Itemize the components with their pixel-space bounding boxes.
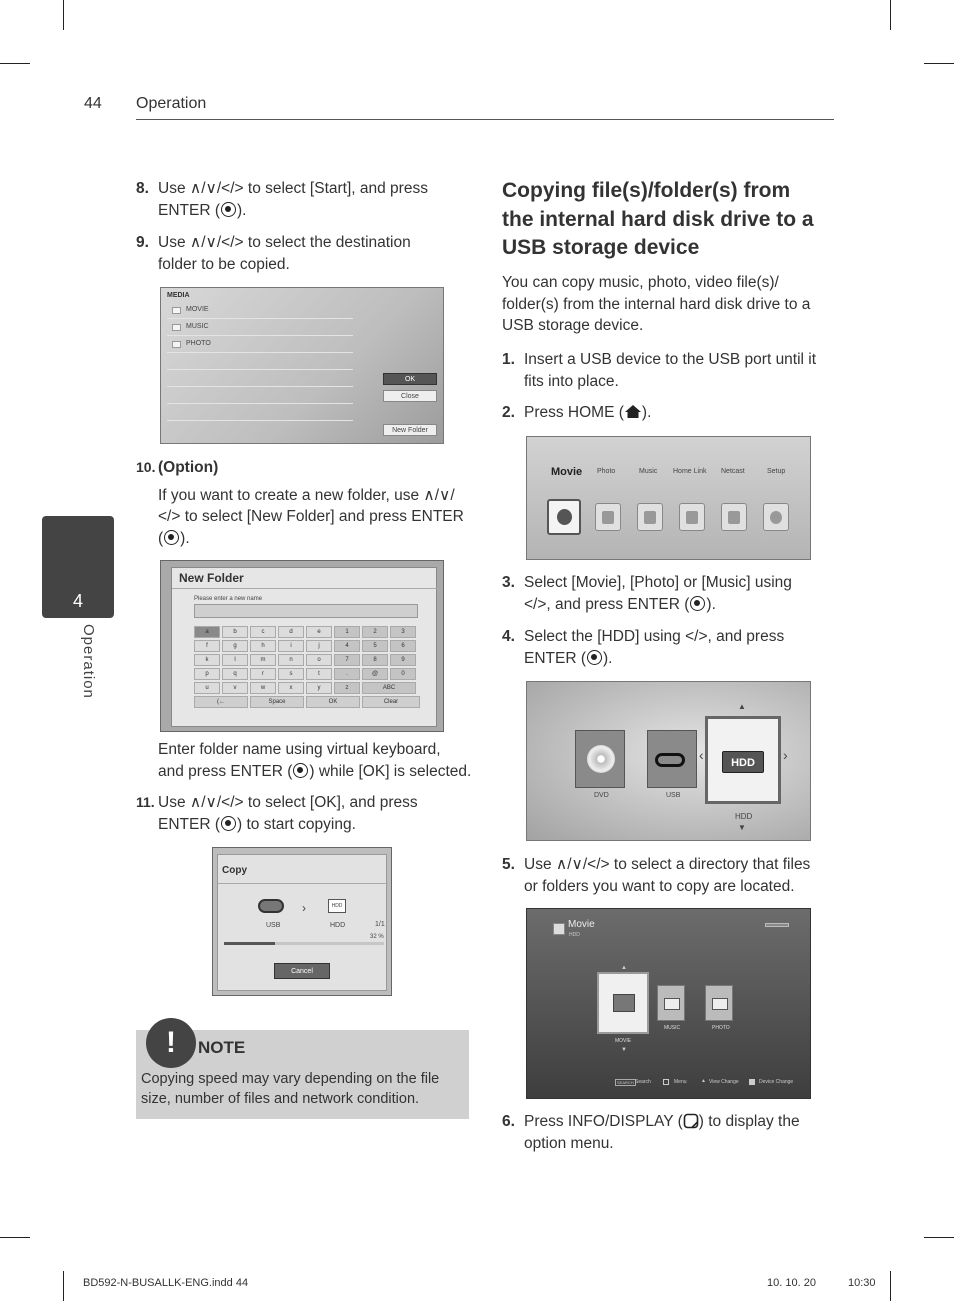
step-1: 1. Insert a USB device to the USB port until it fits into place. — [502, 351, 817, 390]
key[interactable]: . — [334, 668, 360, 680]
key[interactable]: s — [278, 668, 304, 680]
key[interactable]: p — [194, 668, 220, 680]
step-5: 5. Use ∧/∨/</> to select a directory that files or folders you want to copy are located. — [502, 856, 811, 895]
copy-screen — [212, 847, 392, 996]
key[interactable]: Clear — [362, 696, 420, 708]
menu-key-icon — [663, 1079, 669, 1085]
key[interactable]: n — [278, 654, 304, 666]
key[interactable]: f — [194, 640, 220, 652]
footer-file: BD592-N-BUSALLK-ENG.indd 44 — [83, 1277, 249, 1289]
ok-button[interactable]: OK — [383, 373, 437, 385]
progress-fill — [224, 942, 275, 945]
crop-mark — [63, 1271, 64, 1301]
enter-icon — [690, 596, 705, 611]
movie-screen: Movie HDD ▲ MOVIE ▼ MUSIC PHOTO SEARCH Search Menu ▲ View Change Device Change — [526, 908, 811, 1099]
page-number: 44 — [84, 95, 102, 112]
key[interactable]: @ — [362, 668, 388, 680]
usb-icon — [258, 899, 284, 913]
enter-icon — [293, 763, 308, 778]
note-title: NOTE — [198, 1038, 246, 1057]
search-key: SEARCH — [617, 1080, 634, 1085]
progress-track — [224, 942, 384, 945]
key[interactable]: c — [250, 626, 276, 638]
disc-icon — [587, 745, 615, 773]
media-row — [167, 354, 353, 370]
folder-icon — [712, 998, 728, 1010]
dialog-title: New Folder — [179, 571, 244, 585]
key[interactable]: e — [306, 626, 332, 638]
chapter-tab — [42, 516, 114, 618]
key[interactable]: 5 — [362, 640, 388, 652]
key[interactable]: 9 — [390, 654, 416, 666]
movie-glyph — [557, 509, 572, 525]
left-arrow-icon: ‹ — [699, 747, 704, 763]
step-3: 3. Select [Movie], [Photo] or [Music] using </>, and press ENTER ( ). — [502, 574, 792, 613]
section-title: Operation — [136, 95, 207, 112]
step-8: 8. Use ∧/∨/</> to select [Start], and press ENTER ( ). — [136, 180, 428, 219]
home-tab[interactable]: Netcast — [721, 468, 745, 475]
folder-tile[interactable] — [705, 985, 733, 1021]
exclamation-icon: ! — [146, 1018, 196, 1068]
folder-icon — [664, 998, 680, 1010]
footer-date: 10. 10. 20 — [767, 1277, 816, 1289]
key[interactable]: 3 — [390, 626, 416, 638]
netcast-icon[interactable] — [721, 503, 747, 531]
media-row[interactable]: MOVIE — [167, 303, 353, 319]
key[interactable]: (← — [194, 696, 248, 708]
enter-icon — [221, 202, 236, 217]
step-10-followup: Enter folder name using virtual keyboard, and press ENTER ( ) while [OK] is selected. — [158, 741, 472, 780]
media-row — [167, 405, 353, 421]
key[interactable]: Space — [250, 696, 304, 708]
folder-icon — [172, 324, 181, 331]
note-text: Copying speed may vary depending on the file size, number of files and network condition. — [141, 1071, 440, 1107]
device-hdd-selected[interactable] — [705, 716, 781, 804]
photo-glyph — [602, 511, 614, 524]
step-9: 9. Use ∧/∨/</> to select the destination folder to be copied. — [136, 234, 411, 273]
crop-mark — [0, 63, 30, 64]
music-glyph — [644, 511, 656, 524]
key[interactable]: w — [250, 682, 276, 694]
dialog: New Folder Please enter a new name a b c d e 1 2 3 f g h i j 4 5 6 k l m n o 7 8 9 p q r s t . @ 0 u v w x y z ABC (← Space OK Clear — [171, 567, 437, 727]
crop-mark — [924, 1237, 954, 1238]
key[interactable]: j — [306, 640, 332, 652]
key[interactable]: ABC — [362, 682, 416, 694]
media-row[interactable]: MUSIC — [167, 320, 353, 336]
right-arrow-icon: › — [783, 747, 788, 763]
photo-icon[interactable] — [595, 503, 621, 531]
crop-mark — [63, 0, 64, 30]
enter-icon — [164, 530, 179, 545]
folder-icon — [613, 994, 635, 1012]
step-2: 2. Press HOME ( ). — [502, 404, 652, 421]
key[interactable]: t — [306, 668, 332, 680]
key[interactable]: m — [250, 654, 276, 666]
key[interactable]: 2 — [362, 626, 388, 638]
up-arrow-icon: ▲ — [621, 965, 627, 971]
close-button[interactable]: Close — [383, 390, 437, 402]
enter-icon — [221, 816, 236, 831]
home-link-icon[interactable] — [679, 503, 705, 531]
crop-mark — [924, 63, 954, 64]
folder-tile-selected[interactable] — [597, 972, 649, 1034]
home-tab[interactable]: Home Link — [673, 468, 707, 475]
intro-text: You can copy music, photo, video file(s)/ folder(s) from the internal hard disk drive to a USB storage device. — [502, 274, 811, 334]
home-tab[interactable]: Movie — [551, 466, 583, 478]
enter-icon — [587, 650, 602, 665]
key[interactable]: u — [194, 682, 220, 694]
down-arrow-icon: ▼ — [738, 823, 746, 832]
home-tab[interactable]: Music — [639, 468, 658, 475]
media-row — [167, 388, 353, 404]
key[interactable]: 4 — [334, 640, 360, 652]
info-display-icon — [683, 1113, 699, 1129]
down-arrow-icon: ▼ — [621, 1047, 627, 1053]
up-arrow-icon: ▲ — [738, 702, 746, 711]
step-4: 4. Select the [HDD] using </>, and press ENTER ( ). — [502, 628, 785, 667]
footer-time: 10:30 — [848, 1277, 876, 1289]
cancel-button[interactable]: Cancel — [274, 963, 330, 979]
crop-mark — [890, 0, 891, 30]
folder-icon — [172, 307, 181, 314]
device-key-icon — [749, 1079, 755, 1085]
key[interactable]: z — [334, 682, 360, 694]
key[interactable]: 6 — [390, 640, 416, 652]
new-folder-button[interactable]: New Folder — [383, 424, 437, 436]
key[interactable]: 1 — [334, 626, 360, 638]
key[interactable]: h — [250, 640, 276, 652]
key[interactable]: x — [278, 682, 304, 694]
key[interactable]: 0 — [390, 668, 416, 680]
key[interactable]: v — [222, 682, 248, 694]
arrow-right-icon: › — [302, 901, 306, 915]
name-input[interactable] — [194, 604, 418, 618]
hdd-icon: HDD — [328, 899, 346, 913]
title-divider — [218, 883, 388, 884]
setup-glyph — [770, 511, 782, 524]
new-folder-screen — [160, 560, 444, 732]
step-6: 6. Press INFO/DISPLAY ( ) to display the option menu. — [502, 1113, 800, 1152]
key[interactable]: r — [250, 668, 276, 680]
step-10: 10. (Option) If you want to create a new folder, use ∧/∨/ </> to select [New Folder] and press ENTER ( ). — [136, 459, 464, 547]
device-usb[interactable] — [647, 730, 697, 788]
device-screen: DVD USB ‹ HDD › ▲ HDD ▼ — [526, 681, 811, 841]
chapter-label: Operation — [80, 624, 97, 699]
home-link-glyph — [686, 511, 698, 524]
media-screen: MEDIA MOVIE MUSIC PHOTO OK Close New Folder — [160, 287, 444, 444]
crop-mark — [0, 1237, 30, 1238]
step-11: 11. Use ∧/∨/</> to select [OK], and press ENTER ( ) to start copying. — [136, 794, 418, 833]
movie-icon[interactable] — [547, 499, 581, 535]
media-row — [167, 371, 353, 387]
key[interactable]: a — [194, 626, 220, 638]
key[interactable]: b — [222, 626, 248, 638]
key[interactable]: 7 — [334, 654, 360, 666]
key[interactable]: d — [278, 626, 304, 638]
key[interactable]: i — [278, 640, 304, 652]
key[interactable]: o — [306, 654, 332, 666]
copy-dialog: Copy USB › HDD HDD 1/1 32 % Cancel — [217, 854, 387, 991]
music-icon[interactable] — [637, 503, 663, 531]
home-screen — [526, 436, 811, 560]
key[interactable]: g — [222, 640, 248, 652]
usb-icon — [655, 753, 685, 767]
home-tab[interactable]: Setup — [767, 468, 786, 475]
key[interactable]: k — [194, 654, 220, 666]
capacity-bar — [765, 923, 789, 927]
section-heading: Copying file(s)/folder(s) from the internal hard disk drive to a USB storage device — [502, 179, 814, 259]
home-icon — [624, 404, 642, 419]
crop-mark — [890, 1271, 891, 1301]
chapter-number: 4 — [72, 591, 83, 611]
key[interactable]: 8 — [362, 654, 388, 666]
key[interactable]: OK — [306, 696, 360, 708]
key-guide: SEARCH Search Menu ▲ View Change Device Change — [617, 1078, 794, 1085]
folder-tile[interactable] — [657, 985, 685, 1021]
folder-icon — [172, 341, 181, 348]
view-key-icon: ▲ — [701, 1078, 706, 1084]
title-divider — [172, 588, 438, 589]
key[interactable]: y — [306, 682, 332, 694]
media-row[interactable]: PHOTO — [167, 337, 353, 353]
setup-icon[interactable] — [763, 503, 789, 531]
header-rule — [136, 119, 834, 120]
home-tab[interactable]: Photo — [597, 468, 616, 475]
device-dvd[interactable] — [575, 730, 625, 788]
hdd-icon: HDD — [722, 751, 764, 773]
netcast-glyph — [728, 511, 740, 524]
movie-icon — [553, 923, 565, 935]
key[interactable]: q — [222, 668, 248, 680]
virtual-keyboard — [194, 626, 418, 722]
key[interactable]: l — [222, 654, 248, 666]
